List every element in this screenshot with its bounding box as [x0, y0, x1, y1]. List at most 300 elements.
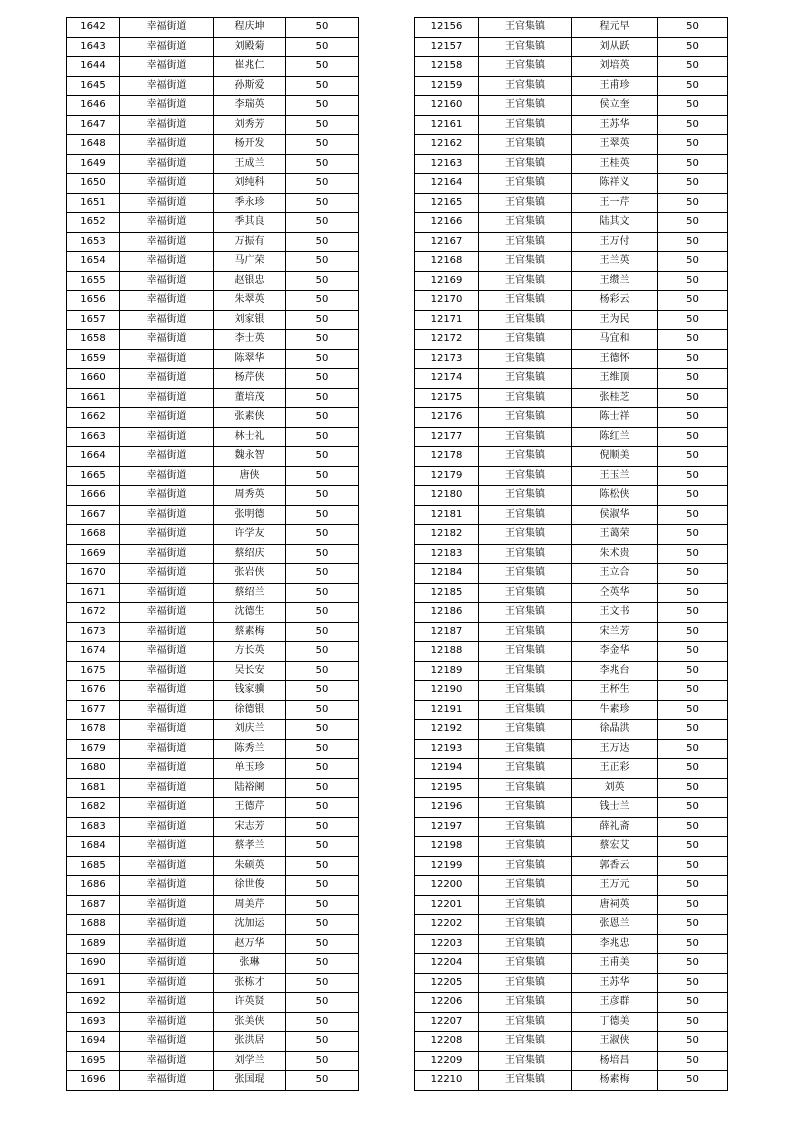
township-cell: 幸福街道 [120, 895, 214, 915]
serial-number-cell: 12208 [415, 1032, 479, 1052]
person-name-cell: 张素侠 [214, 408, 286, 428]
person-name-cell: 孙斯爱 [214, 76, 286, 96]
amount-cell: 50 [286, 934, 359, 954]
amount-cell: 50 [658, 583, 728, 603]
serial-number-cell: 1691 [67, 973, 120, 993]
person-name-cell: 钱家骥 [214, 681, 286, 701]
table-row [67, 778, 359, 798]
serial-number-cell: 1663 [67, 427, 120, 447]
township-cell: 王官集镇 [479, 798, 572, 818]
table-row [415, 408, 728, 428]
amount-cell: 50 [286, 583, 359, 603]
amount-cell: 50 [658, 291, 728, 311]
person-name-cell: 赵银忠 [214, 271, 286, 291]
amount-cell: 50 [286, 154, 359, 174]
table-row [67, 661, 359, 681]
table-row [415, 232, 728, 252]
person-name-cell: 牛素珍 [572, 700, 658, 720]
table-row [67, 271, 359, 291]
township-cell: 幸福街道 [120, 876, 214, 896]
person-name-cell: 陈红兰 [572, 427, 658, 447]
township-cell: 幸福街道 [120, 96, 214, 116]
township-cell: 王官集镇 [479, 681, 572, 701]
table-row [67, 856, 359, 876]
amount-cell: 50 [286, 193, 359, 213]
person-name-cell: 沈加运 [214, 915, 286, 935]
table-row [67, 622, 359, 642]
table-row [415, 271, 728, 291]
serial-number-cell: 12165 [415, 193, 479, 213]
table-row [67, 973, 359, 993]
table-row [67, 739, 359, 759]
table-row [67, 876, 359, 896]
amount-cell: 50 [286, 271, 359, 291]
amount-cell: 50 [658, 271, 728, 291]
township-cell: 幸福街道 [120, 232, 214, 252]
serial-number-cell: 1646 [67, 96, 120, 116]
serial-number-cell: 1696 [67, 1071, 120, 1091]
left-roster-table [66, 17, 359, 1091]
table-row [415, 954, 728, 974]
table-row [67, 76, 359, 96]
table-row [415, 427, 728, 447]
serial-number-cell: 12172 [415, 330, 479, 350]
serial-number-cell: 12180 [415, 486, 479, 506]
person-name-cell: 王桂英 [572, 154, 658, 174]
amount-cell: 50 [658, 466, 728, 486]
person-name-cell: 刘培英 [572, 57, 658, 77]
township-cell: 王官集镇 [479, 310, 572, 330]
township-cell: 王官集镇 [479, 954, 572, 974]
serial-number-cell: 1690 [67, 954, 120, 974]
table-row [415, 193, 728, 213]
table-row [415, 583, 728, 603]
table-row [415, 876, 728, 896]
person-name-cell: 杨开发 [214, 135, 286, 155]
township-cell: 幸福街道 [120, 388, 214, 408]
township-cell: 王官集镇 [479, 973, 572, 993]
person-name-cell: 丁德美 [572, 1012, 658, 1032]
serial-number-cell: 1686 [67, 876, 120, 896]
table-row [415, 993, 728, 1013]
table-row [67, 544, 359, 564]
township-cell: 幸福街道 [120, 622, 214, 642]
person-name-cell: 王立合 [572, 564, 658, 584]
person-name-cell: 陆裕阑 [214, 778, 286, 798]
amount-cell: 50 [286, 876, 359, 896]
right-roster-body [415, 18, 728, 1091]
amount-cell: 50 [658, 622, 728, 642]
table-row [67, 993, 359, 1013]
township-cell: 王官集镇 [479, 993, 572, 1013]
person-name-cell: 王苏华 [572, 973, 658, 993]
serial-number-cell: 1658 [67, 330, 120, 350]
person-name-cell: 蔡宏艾 [572, 837, 658, 857]
township-cell: 王官集镇 [479, 876, 572, 896]
township-cell: 幸福街道 [120, 856, 214, 876]
amount-cell: 50 [286, 759, 359, 779]
person-name-cell: 刘秀芳 [214, 115, 286, 135]
amount-cell: 50 [286, 1012, 359, 1032]
amount-cell: 50 [658, 174, 728, 194]
township-cell: 王官集镇 [479, 1051, 572, 1071]
serial-number-cell: 12168 [415, 252, 479, 272]
table-row [67, 681, 359, 701]
person-name-cell: 朱翠英 [214, 291, 286, 311]
table-row [67, 720, 359, 740]
serial-number-cell: 1692 [67, 993, 120, 1013]
serial-number-cell: 1689 [67, 934, 120, 954]
table-row [415, 57, 728, 77]
township-cell: 王官集镇 [479, 544, 572, 564]
person-name-cell: 王苏华 [572, 115, 658, 135]
serial-number-cell: 1674 [67, 642, 120, 662]
serial-number-cell: 12175 [415, 388, 479, 408]
table-row [415, 447, 728, 467]
amount-cell: 50 [658, 661, 728, 681]
person-name-cell: 杨素梅 [572, 1071, 658, 1091]
serial-number-cell: 1688 [67, 915, 120, 935]
township-cell: 王官集镇 [479, 388, 572, 408]
township-cell: 王官集镇 [479, 37, 572, 57]
table-row [67, 447, 359, 467]
person-name-cell: 陈秀兰 [214, 739, 286, 759]
person-name-cell: 唐侠 [214, 466, 286, 486]
serial-number-cell: 12193 [415, 739, 479, 759]
person-name-cell: 张国琨 [214, 1071, 286, 1091]
person-name-cell: 马广荣 [214, 252, 286, 272]
table-row [67, 505, 359, 525]
table-row [67, 37, 359, 57]
township-cell: 王官集镇 [479, 193, 572, 213]
township-cell: 王官集镇 [479, 817, 572, 837]
serial-number-cell: 12188 [415, 642, 479, 662]
amount-cell: 50 [658, 564, 728, 584]
township-cell: 幸福街道 [120, 486, 214, 506]
table-row [415, 174, 728, 194]
serial-number-cell: 1665 [67, 466, 120, 486]
serial-number-cell: 1666 [67, 486, 120, 506]
person-name-cell: 侯立奎 [572, 96, 658, 116]
amount-cell: 50 [658, 349, 728, 369]
person-name-cell: 宋兰芳 [572, 622, 658, 642]
serial-number-cell: 1656 [67, 291, 120, 311]
serial-number-cell: 12198 [415, 837, 479, 857]
table-row [415, 525, 728, 545]
amount-cell: 50 [658, 720, 728, 740]
serial-number-cell: 1694 [67, 1032, 120, 1052]
township-cell: 幸福街道 [120, 993, 214, 1013]
person-name-cell: 陈松侠 [572, 486, 658, 506]
table-row [67, 154, 359, 174]
serial-number-cell: 1685 [67, 856, 120, 876]
amount-cell: 50 [658, 1032, 728, 1052]
township-cell: 王官集镇 [479, 603, 572, 623]
serial-number-cell: 12204 [415, 954, 479, 974]
township-cell: 幸福街道 [120, 778, 214, 798]
amount-cell: 50 [286, 213, 359, 233]
amount-cell: 50 [286, 622, 359, 642]
serial-number-cell: 1670 [67, 564, 120, 584]
person-name-cell: 董培茂 [214, 388, 286, 408]
township-cell: 王官集镇 [479, 505, 572, 525]
township-cell: 王官集镇 [479, 174, 572, 194]
township-cell: 王官集镇 [479, 408, 572, 428]
person-name-cell: 张恩兰 [572, 915, 658, 935]
person-name-cell: 刘学兰 [214, 1051, 286, 1071]
table-row [67, 388, 359, 408]
serial-number-cell: 12178 [415, 447, 479, 467]
person-name-cell: 蔡绍庆 [214, 544, 286, 564]
township-cell: 幸福街道 [120, 973, 214, 993]
serial-number-cell: 12202 [415, 915, 479, 935]
township-cell: 王官集镇 [479, 135, 572, 155]
serial-number-cell: 12167 [415, 232, 479, 252]
table-row [67, 895, 359, 915]
person-name-cell: 陈祥义 [572, 174, 658, 194]
serial-number-cell: 1667 [67, 505, 120, 525]
serial-number-cell: 12159 [415, 76, 479, 96]
table-row [67, 798, 359, 818]
township-cell: 幸福街道 [120, 954, 214, 974]
township-cell: 王官集镇 [479, 447, 572, 467]
township-cell: 幸福街道 [120, 642, 214, 662]
person-name-cell: 王万元 [572, 876, 658, 896]
serial-number-cell: 1676 [67, 681, 120, 701]
person-name-cell: 刘从跃 [572, 37, 658, 57]
township-cell: 幸福街道 [120, 1051, 214, 1071]
amount-cell: 50 [286, 603, 359, 623]
person-name-cell: 王杯生 [572, 681, 658, 701]
township-cell: 王官集镇 [479, 934, 572, 954]
serial-number-cell: 12160 [415, 96, 479, 116]
table-row [67, 135, 359, 155]
person-name-cell: 王文书 [572, 603, 658, 623]
township-cell: 王官集镇 [479, 720, 572, 740]
amount-cell: 50 [286, 115, 359, 135]
amount-cell: 50 [658, 759, 728, 779]
serial-number-cell: 12162 [415, 135, 479, 155]
township-cell: 幸福街道 [120, 193, 214, 213]
township-cell: 幸福街道 [120, 291, 214, 311]
person-name-cell: 王甫美 [572, 954, 658, 974]
person-name-cell: 王玉兰 [572, 466, 658, 486]
amount-cell: 50 [658, 700, 728, 720]
amount-cell: 50 [658, 505, 728, 525]
person-name-cell: 张桂芝 [572, 388, 658, 408]
table-row [67, 369, 359, 389]
amount-cell: 50 [658, 798, 728, 818]
township-cell: 幸福街道 [120, 603, 214, 623]
serial-number-cell: 1647 [67, 115, 120, 135]
amount-cell: 50 [658, 603, 728, 623]
serial-number-cell: 12156 [415, 18, 479, 38]
township-cell: 幸福街道 [120, 349, 214, 369]
table-row [67, 1071, 359, 1091]
township-cell: 幸福街道 [120, 408, 214, 428]
person-name-cell: 张琳 [214, 954, 286, 974]
serial-number-cell: 12197 [415, 817, 479, 837]
amount-cell: 50 [286, 778, 359, 798]
table-row [67, 96, 359, 116]
table-row [415, 544, 728, 564]
serial-number-cell: 1654 [67, 252, 120, 272]
township-cell: 幸福街道 [120, 915, 214, 935]
township-cell: 幸福街道 [120, 466, 214, 486]
table-row [67, 1032, 359, 1052]
table-row [67, 291, 359, 311]
amount-cell: 50 [286, 388, 359, 408]
person-name-cell: 季其良 [214, 213, 286, 233]
amount-cell: 50 [286, 700, 359, 720]
table-row [415, 1032, 728, 1052]
amount-cell: 50 [658, 76, 728, 96]
table-row [67, 57, 359, 77]
person-name-cell: 钱士兰 [572, 798, 658, 818]
table-row [67, 1012, 359, 1032]
person-name-cell: 宋志芳 [214, 817, 286, 837]
amount-cell: 50 [286, 57, 359, 77]
township-cell: 王官集镇 [479, 642, 572, 662]
table-row [415, 349, 728, 369]
person-name-cell: 李金华 [572, 642, 658, 662]
left-roster-body [67, 18, 359, 1091]
township-cell: 幸福街道 [120, 427, 214, 447]
person-name-cell: 季永珍 [214, 193, 286, 213]
amount-cell: 50 [286, 291, 359, 311]
person-name-cell: 林士礼 [214, 427, 286, 447]
township-cell: 王官集镇 [479, 837, 572, 857]
person-name-cell: 王缵兰 [572, 271, 658, 291]
amount-cell: 50 [286, 252, 359, 272]
serial-number-cell: 1673 [67, 622, 120, 642]
table-row [415, 1071, 728, 1091]
township-cell: 幸福街道 [120, 76, 214, 96]
township-cell: 王官集镇 [479, 1071, 572, 1091]
serial-number-cell: 1657 [67, 310, 120, 330]
person-name-cell: 许英贤 [214, 993, 286, 1013]
amount-cell: 50 [658, 310, 728, 330]
person-name-cell: 王万付 [572, 232, 658, 252]
serial-number-cell: 12171 [415, 310, 479, 330]
amount-cell: 50 [658, 427, 728, 447]
township-cell: 王官集镇 [479, 57, 572, 77]
table-row [415, 310, 728, 330]
serial-number-cell: 1653 [67, 232, 120, 252]
person-name-cell: 王淑侠 [572, 1032, 658, 1052]
township-cell: 王官集镇 [479, 486, 572, 506]
serial-number-cell: 12177 [415, 427, 479, 447]
serial-number-cell: 1664 [67, 447, 120, 467]
township-cell: 幸福街道 [120, 837, 214, 857]
amount-cell: 50 [658, 232, 728, 252]
person-name-cell: 李兆台 [572, 661, 658, 681]
table-row [415, 778, 728, 798]
amount-cell: 50 [286, 466, 359, 486]
amount-cell: 50 [658, 57, 728, 77]
table-row [415, 720, 728, 740]
amount-cell: 50 [658, 876, 728, 896]
township-cell: 幸福街道 [120, 759, 214, 779]
township-cell: 王官集镇 [479, 427, 572, 447]
township-cell: 王官集镇 [479, 18, 572, 38]
person-name-cell: 周美芹 [214, 895, 286, 915]
serial-number-cell: 12205 [415, 973, 479, 993]
township-cell: 幸福街道 [120, 739, 214, 759]
amount-cell: 50 [286, 310, 359, 330]
serial-number-cell: 12206 [415, 993, 479, 1013]
township-cell: 幸福街道 [120, 213, 214, 233]
table-row [415, 564, 728, 584]
table-row [415, 154, 728, 174]
amount-cell: 50 [286, 564, 359, 584]
person-name-cell: 李瑞英 [214, 96, 286, 116]
amount-cell: 50 [286, 837, 359, 857]
amount-cell: 50 [658, 642, 728, 662]
serial-number-cell: 12194 [415, 759, 479, 779]
table-row [415, 388, 728, 408]
township-cell: 王官集镇 [479, 213, 572, 233]
amount-cell: 50 [658, 154, 728, 174]
township-cell: 幸福街道 [120, 330, 214, 350]
serial-number-cell: 1684 [67, 837, 120, 857]
person-name-cell: 张洪居 [214, 1032, 286, 1052]
amount-cell: 50 [658, 954, 728, 974]
amount-cell: 50 [658, 934, 728, 954]
person-name-cell: 王彦群 [572, 993, 658, 1013]
township-cell: 幸福街道 [120, 18, 214, 38]
person-name-cell: 李兆忠 [572, 934, 658, 954]
person-name-cell: 刘庆兰 [214, 720, 286, 740]
township-cell: 幸福街道 [120, 310, 214, 330]
person-name-cell: 陆其文 [572, 213, 658, 233]
serial-number-cell: 12185 [415, 583, 479, 603]
serial-number-cell: 12176 [415, 408, 479, 428]
serial-number-cell: 12169 [415, 271, 479, 291]
table-row [67, 466, 359, 486]
serial-number-cell: 1644 [67, 57, 120, 77]
table-row [415, 213, 728, 233]
serial-number-cell: 12192 [415, 720, 479, 740]
township-cell: 王官集镇 [479, 661, 572, 681]
serial-number-cell: 12200 [415, 876, 479, 896]
person-name-cell: 王一芹 [572, 193, 658, 213]
serial-number-cell: 1677 [67, 700, 120, 720]
table-row [415, 739, 728, 759]
person-name-cell: 陈士祥 [572, 408, 658, 428]
township-cell: 王官集镇 [479, 369, 572, 389]
serial-number-cell: 12166 [415, 213, 479, 233]
person-name-cell: 朱术贵 [572, 544, 658, 564]
serial-number-cell: 12210 [415, 1071, 479, 1091]
amount-cell: 50 [658, 486, 728, 506]
person-name-cell: 程元早 [572, 18, 658, 38]
serial-number-cell: 12157 [415, 37, 479, 57]
serial-number-cell: 12181 [415, 505, 479, 525]
person-name-cell: 王为民 [572, 310, 658, 330]
township-cell: 王官集镇 [479, 466, 572, 486]
amount-cell: 50 [658, 837, 728, 857]
person-name-cell: 王兰英 [572, 252, 658, 272]
person-name-cell: 张栋才 [214, 973, 286, 993]
table-row [415, 252, 728, 272]
township-cell: 幸福街道 [120, 681, 214, 701]
township-cell: 幸福街道 [120, 1071, 214, 1091]
table-row [67, 232, 359, 252]
serial-number-cell: 1652 [67, 213, 120, 233]
township-cell: 王官集镇 [479, 1032, 572, 1052]
serial-number-cell: 1669 [67, 544, 120, 564]
